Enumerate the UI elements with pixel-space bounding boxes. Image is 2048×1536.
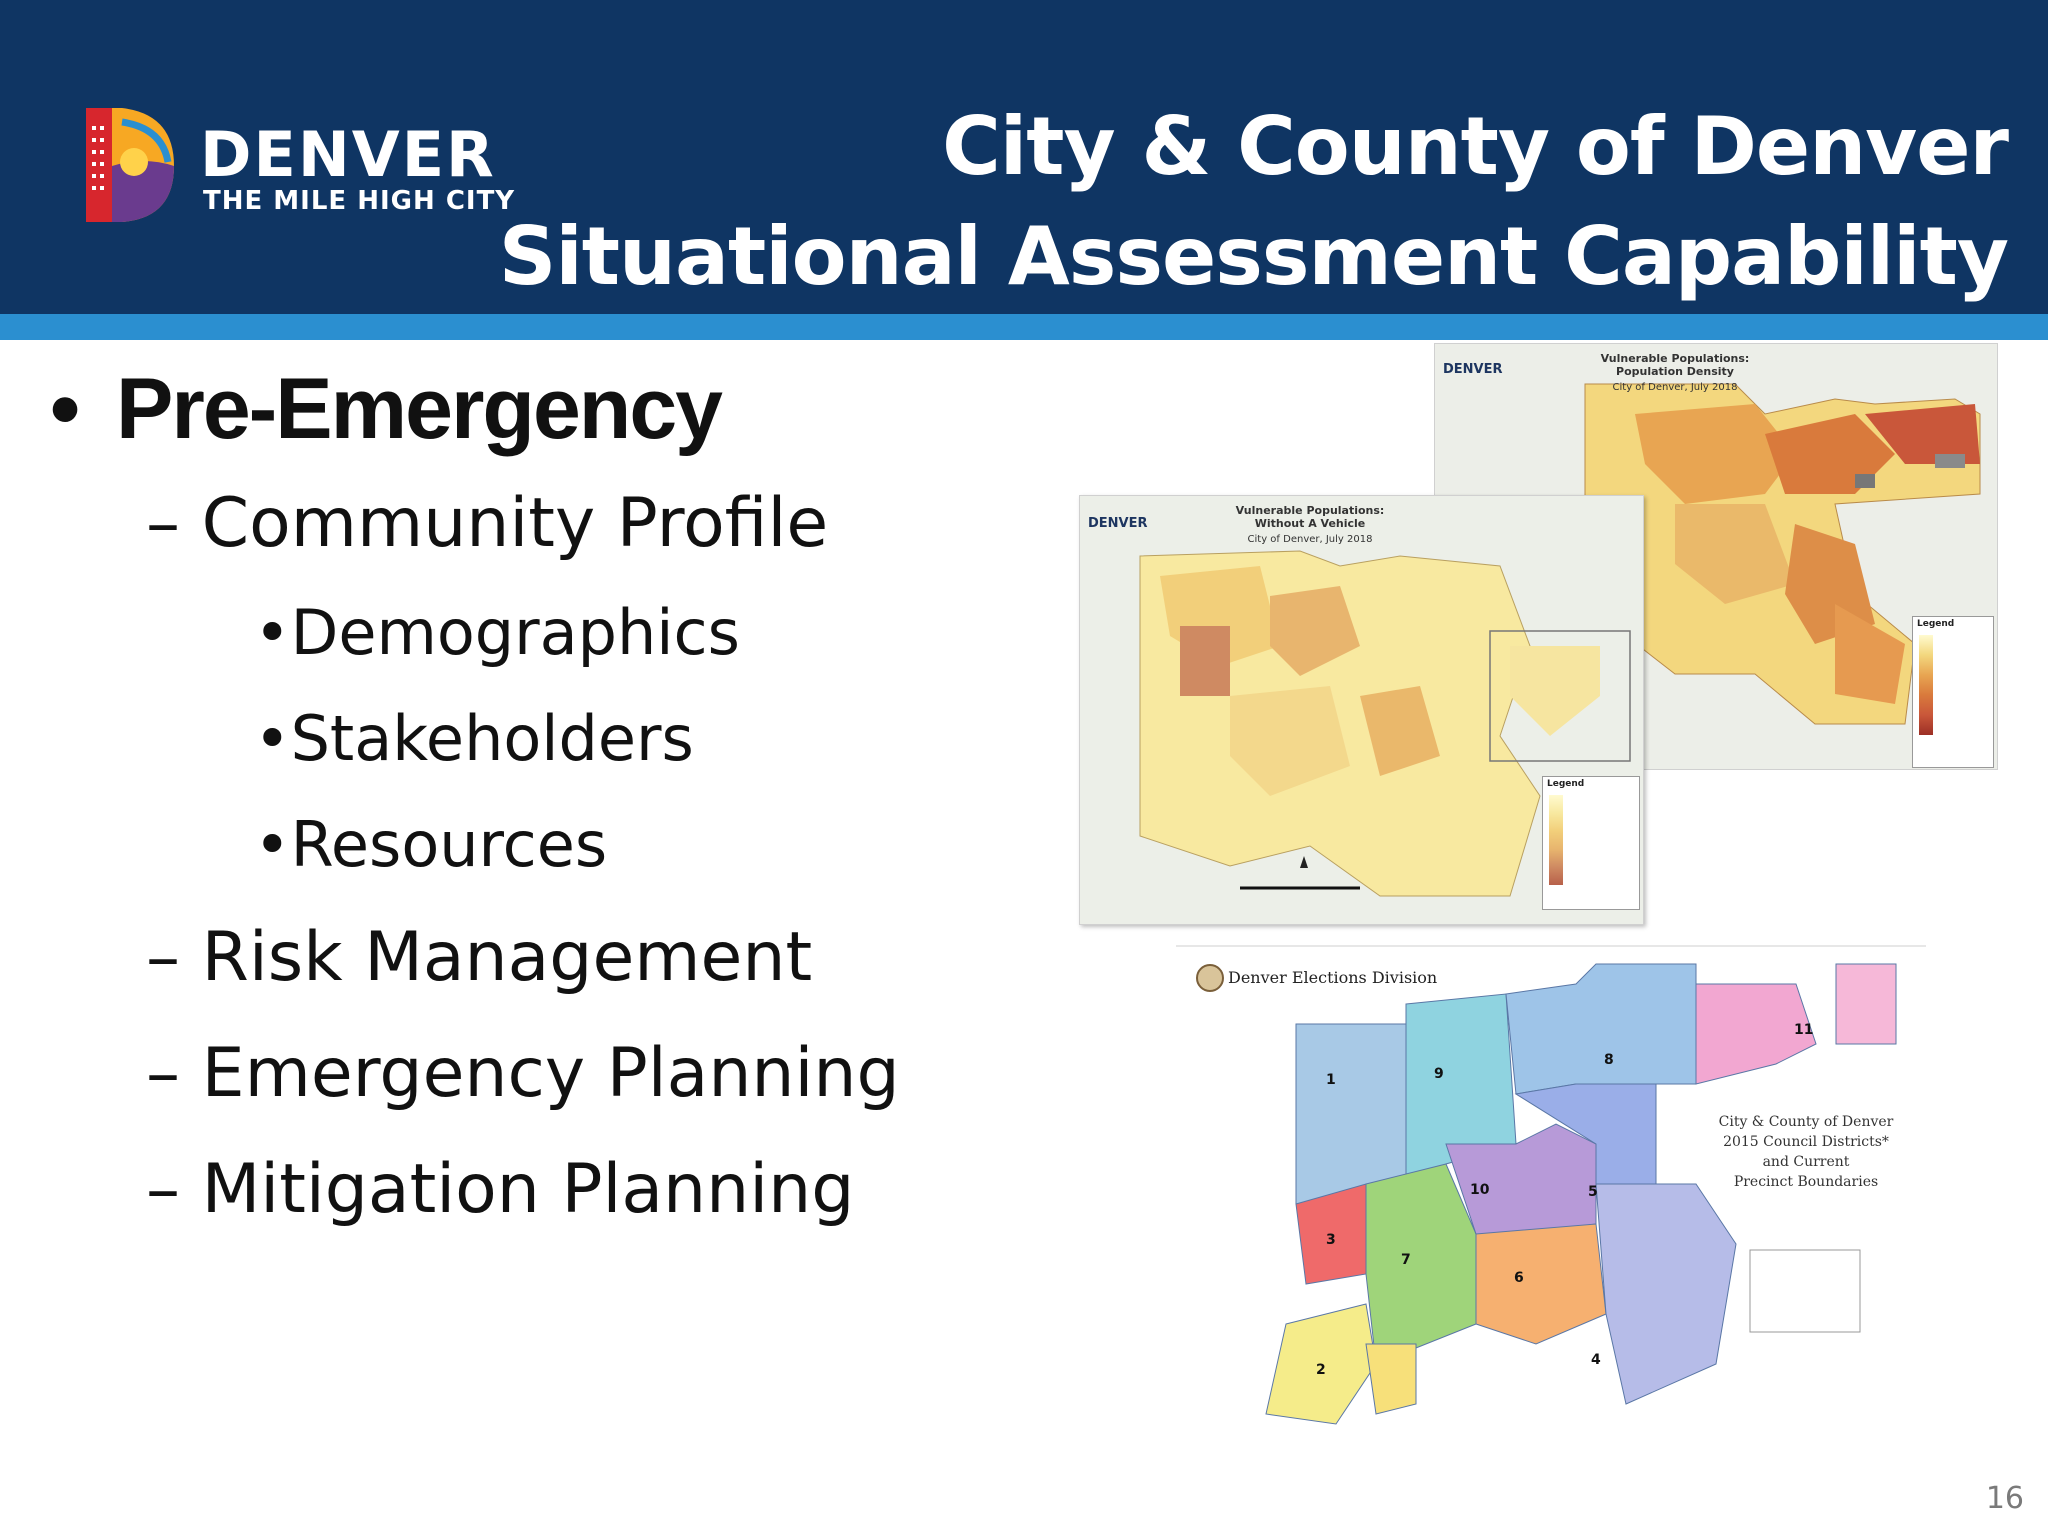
- map-council-districts: [1176, 944, 1926, 1504]
- map-without-vehicle: [1079, 495, 1644, 925]
- elections-map-note: City & County of Denver 2015 Council Districts* and Current Precinct Boundaries: [1718, 1114, 1894, 1190]
- logo-wordmark: DENVER: [200, 118, 496, 191]
- bullet-level1: • Pre-Emergency: [50, 361, 721, 457]
- subsubbullet-resources: •Resources: [254, 808, 608, 881]
- subbullet-mitigation-planning: – Mitigation Planning: [146, 1150, 855, 1229]
- density-map-org: DENVER: [1443, 362, 1503, 377]
- subbullet-risk-management: – Risk Management: [146, 918, 813, 997]
- district-label-6: 6: [1514, 1270, 1524, 1286]
- elections-map-header: Denver Elections Division: [1228, 968, 1438, 987]
- vehicle-map-subtitle: City of Denver, July 2018: [1247, 534, 1373, 545]
- subsubbullet-stakeholders: •Stakeholders: [254, 702, 694, 775]
- council-map-legend: [1750, 1250, 1860, 1332]
- density-map-title: Vulnerable Populations: Population Density: [1600, 352, 1750, 378]
- subsubbullet-demographics: •Demographics: [254, 596, 740, 669]
- denver-logo-icon: [82, 104, 176, 226]
- density-map-subtitle: City of Denver, July 2018: [1612, 382, 1738, 393]
- district-label-5: 5: [1588, 1184, 1598, 1200]
- council-districts-map-graphic: [1176, 944, 1926, 1504]
- subbullet-community-profile: – Community Profile: [146, 484, 829, 563]
- page-number: 16: [1985, 1481, 2024, 1516]
- logo-tagline: THE MILE HIGH CITY: [203, 186, 516, 216]
- district-label-1: 1: [1326, 1072, 1336, 1088]
- district-label-7: 7: [1401, 1252, 1411, 1268]
- district-label-8: 8: [1604, 1052, 1614, 1068]
- bullet-level1-text: Pre-Emergency: [116, 361, 721, 457]
- slide-title: [499, 92, 2008, 312]
- vehicle-map-title: Vulnerable Populations: Without A Vehicle: [1235, 504, 1385, 530]
- district-label-3: 3: [1326, 1232, 1336, 1248]
- slide-title-line2: Situational Assessment Capability: [498, 210, 2008, 303]
- district-label-11: 11: [1794, 1022, 1814, 1038]
- slide-title-line1: City & County of Denver: [942, 100, 2008, 193]
- subbullet-emergency-planning: – Emergency Planning: [146, 1034, 900, 1113]
- district-label-2: 2: [1316, 1362, 1326, 1378]
- vehicle-map-legend: Legend: [1542, 776, 1640, 910]
- district-label-9: 9: [1434, 1066, 1444, 1082]
- vehicle-map-org: DENVER: [1088, 516, 1148, 531]
- district-label-10: 10: [1470, 1182, 1490, 1198]
- district-label-4: 4: [1591, 1352, 1601, 1368]
- header-stripe: [0, 314, 2048, 340]
- density-map-legend: Legend: [1912, 616, 1994, 768]
